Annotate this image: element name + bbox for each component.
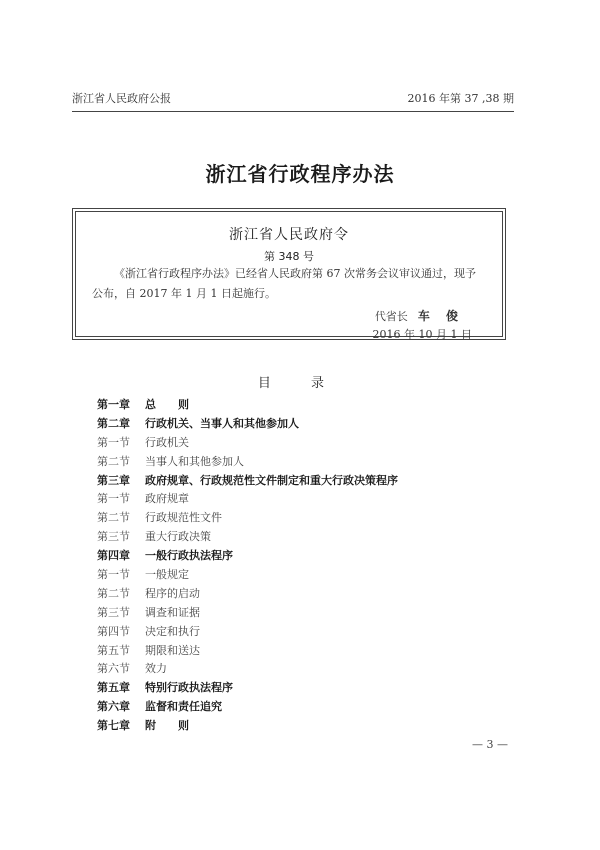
toc-section xyxy=(97,528,517,547)
toc-title: 行政机关 xyxy=(145,435,189,449)
toc-title: 附 则 xyxy=(145,719,189,733)
toc-number: 第六节 xyxy=(97,662,130,676)
toc-section xyxy=(97,566,517,585)
decree-number: 第 348 号 xyxy=(264,250,314,263)
toc-section xyxy=(97,604,517,623)
toc-title: 行政规范性文件 xyxy=(145,511,222,525)
signature-name: 车 俊 xyxy=(417,309,464,323)
toc-number: 第二节 xyxy=(97,586,130,600)
toc-title: 调查和证据 xyxy=(145,605,200,619)
toc-chapter xyxy=(97,472,517,491)
toc-number: 第四章 xyxy=(97,549,130,563)
document-title: 浙江省行政程序办法 xyxy=(205,162,395,186)
toc-title: 重大行政决策 xyxy=(145,530,211,544)
toc-number: 第一章 xyxy=(97,398,130,411)
toc-title: 行政机关、当事人和其他参加人 xyxy=(145,416,299,430)
table-of-contents xyxy=(97,396,517,736)
toc-number: 第二节 xyxy=(97,511,130,525)
toc-title: 政府规章 xyxy=(145,492,189,506)
toc-section xyxy=(97,660,517,679)
toc-chapter xyxy=(97,547,517,566)
toc-section xyxy=(97,434,517,453)
toc-title: 特别行政执法程序 xyxy=(145,681,233,695)
toc-chapter xyxy=(97,415,517,434)
toc-section xyxy=(97,453,517,472)
decree-body: 《浙江省行政程序办法》已经省人民政府第 67 次常务会议审议通过，现予公布，自 2017 年 1 月 1 日起施行。 xyxy=(92,267,476,300)
toc-number: 第二章 xyxy=(97,416,130,430)
header-issue: 2016 年第 37 ,38 期 xyxy=(407,92,514,105)
decree-box xyxy=(72,208,506,340)
toc-number: 第三章 xyxy=(97,473,130,487)
toc-section xyxy=(97,623,517,642)
toc-number: 第一节 xyxy=(97,435,130,449)
toc-number: 第五章 xyxy=(97,681,130,695)
decree-inner-frame xyxy=(75,211,503,341)
toc-title: 决定和执行 xyxy=(145,624,200,638)
toc-title: 监督和责任追究 xyxy=(145,700,222,714)
decree-signature xyxy=(375,307,464,324)
header-publication: 浙江省人民政府公报 xyxy=(72,92,171,105)
toc-number: 第四节 xyxy=(97,624,130,638)
toc-title: 效力 xyxy=(145,662,167,676)
toc-number: 第六章 xyxy=(97,700,130,714)
signature-title: 代省长 xyxy=(374,310,408,323)
decree-title: 浙江省人民政府令 xyxy=(229,227,349,243)
toc-number: 第二节 xyxy=(97,454,130,468)
header-divider xyxy=(72,111,514,112)
toc-number: 第三节 xyxy=(97,605,130,619)
toc-title: 当事人和其他参加人 xyxy=(145,454,244,468)
toc-number: 第五节 xyxy=(97,643,130,657)
toc-section xyxy=(97,585,517,604)
toc-chapter xyxy=(97,396,517,415)
toc-chapter xyxy=(97,717,517,736)
toc-number: 第七章 xyxy=(97,719,130,733)
toc-section xyxy=(97,642,517,661)
toc-title: 政府规章、行政规范性文件制定和重大行政决策程序 xyxy=(145,473,398,487)
toc-heading: 目 录 xyxy=(257,376,343,391)
toc-title: 期限和送达 xyxy=(145,643,200,657)
toc-chapter xyxy=(97,679,517,698)
decree-date: 2016 年 10 月 1 日 xyxy=(372,328,472,341)
running-header xyxy=(72,90,514,106)
toc-title: 一般行政执法程序 xyxy=(145,549,233,563)
toc-section xyxy=(97,490,517,509)
toc-chapter xyxy=(97,698,517,717)
page-number: — 3 — xyxy=(472,738,508,751)
toc-section xyxy=(97,509,517,528)
toc-number: 第一节 xyxy=(97,492,130,506)
toc-number: 第三节 xyxy=(97,530,130,544)
toc-title: 程序的启动 xyxy=(145,586,200,600)
toc-number: 第一节 xyxy=(97,568,130,582)
toc-title: 总 则 xyxy=(145,398,189,411)
toc-title: 一般规定 xyxy=(145,568,189,582)
